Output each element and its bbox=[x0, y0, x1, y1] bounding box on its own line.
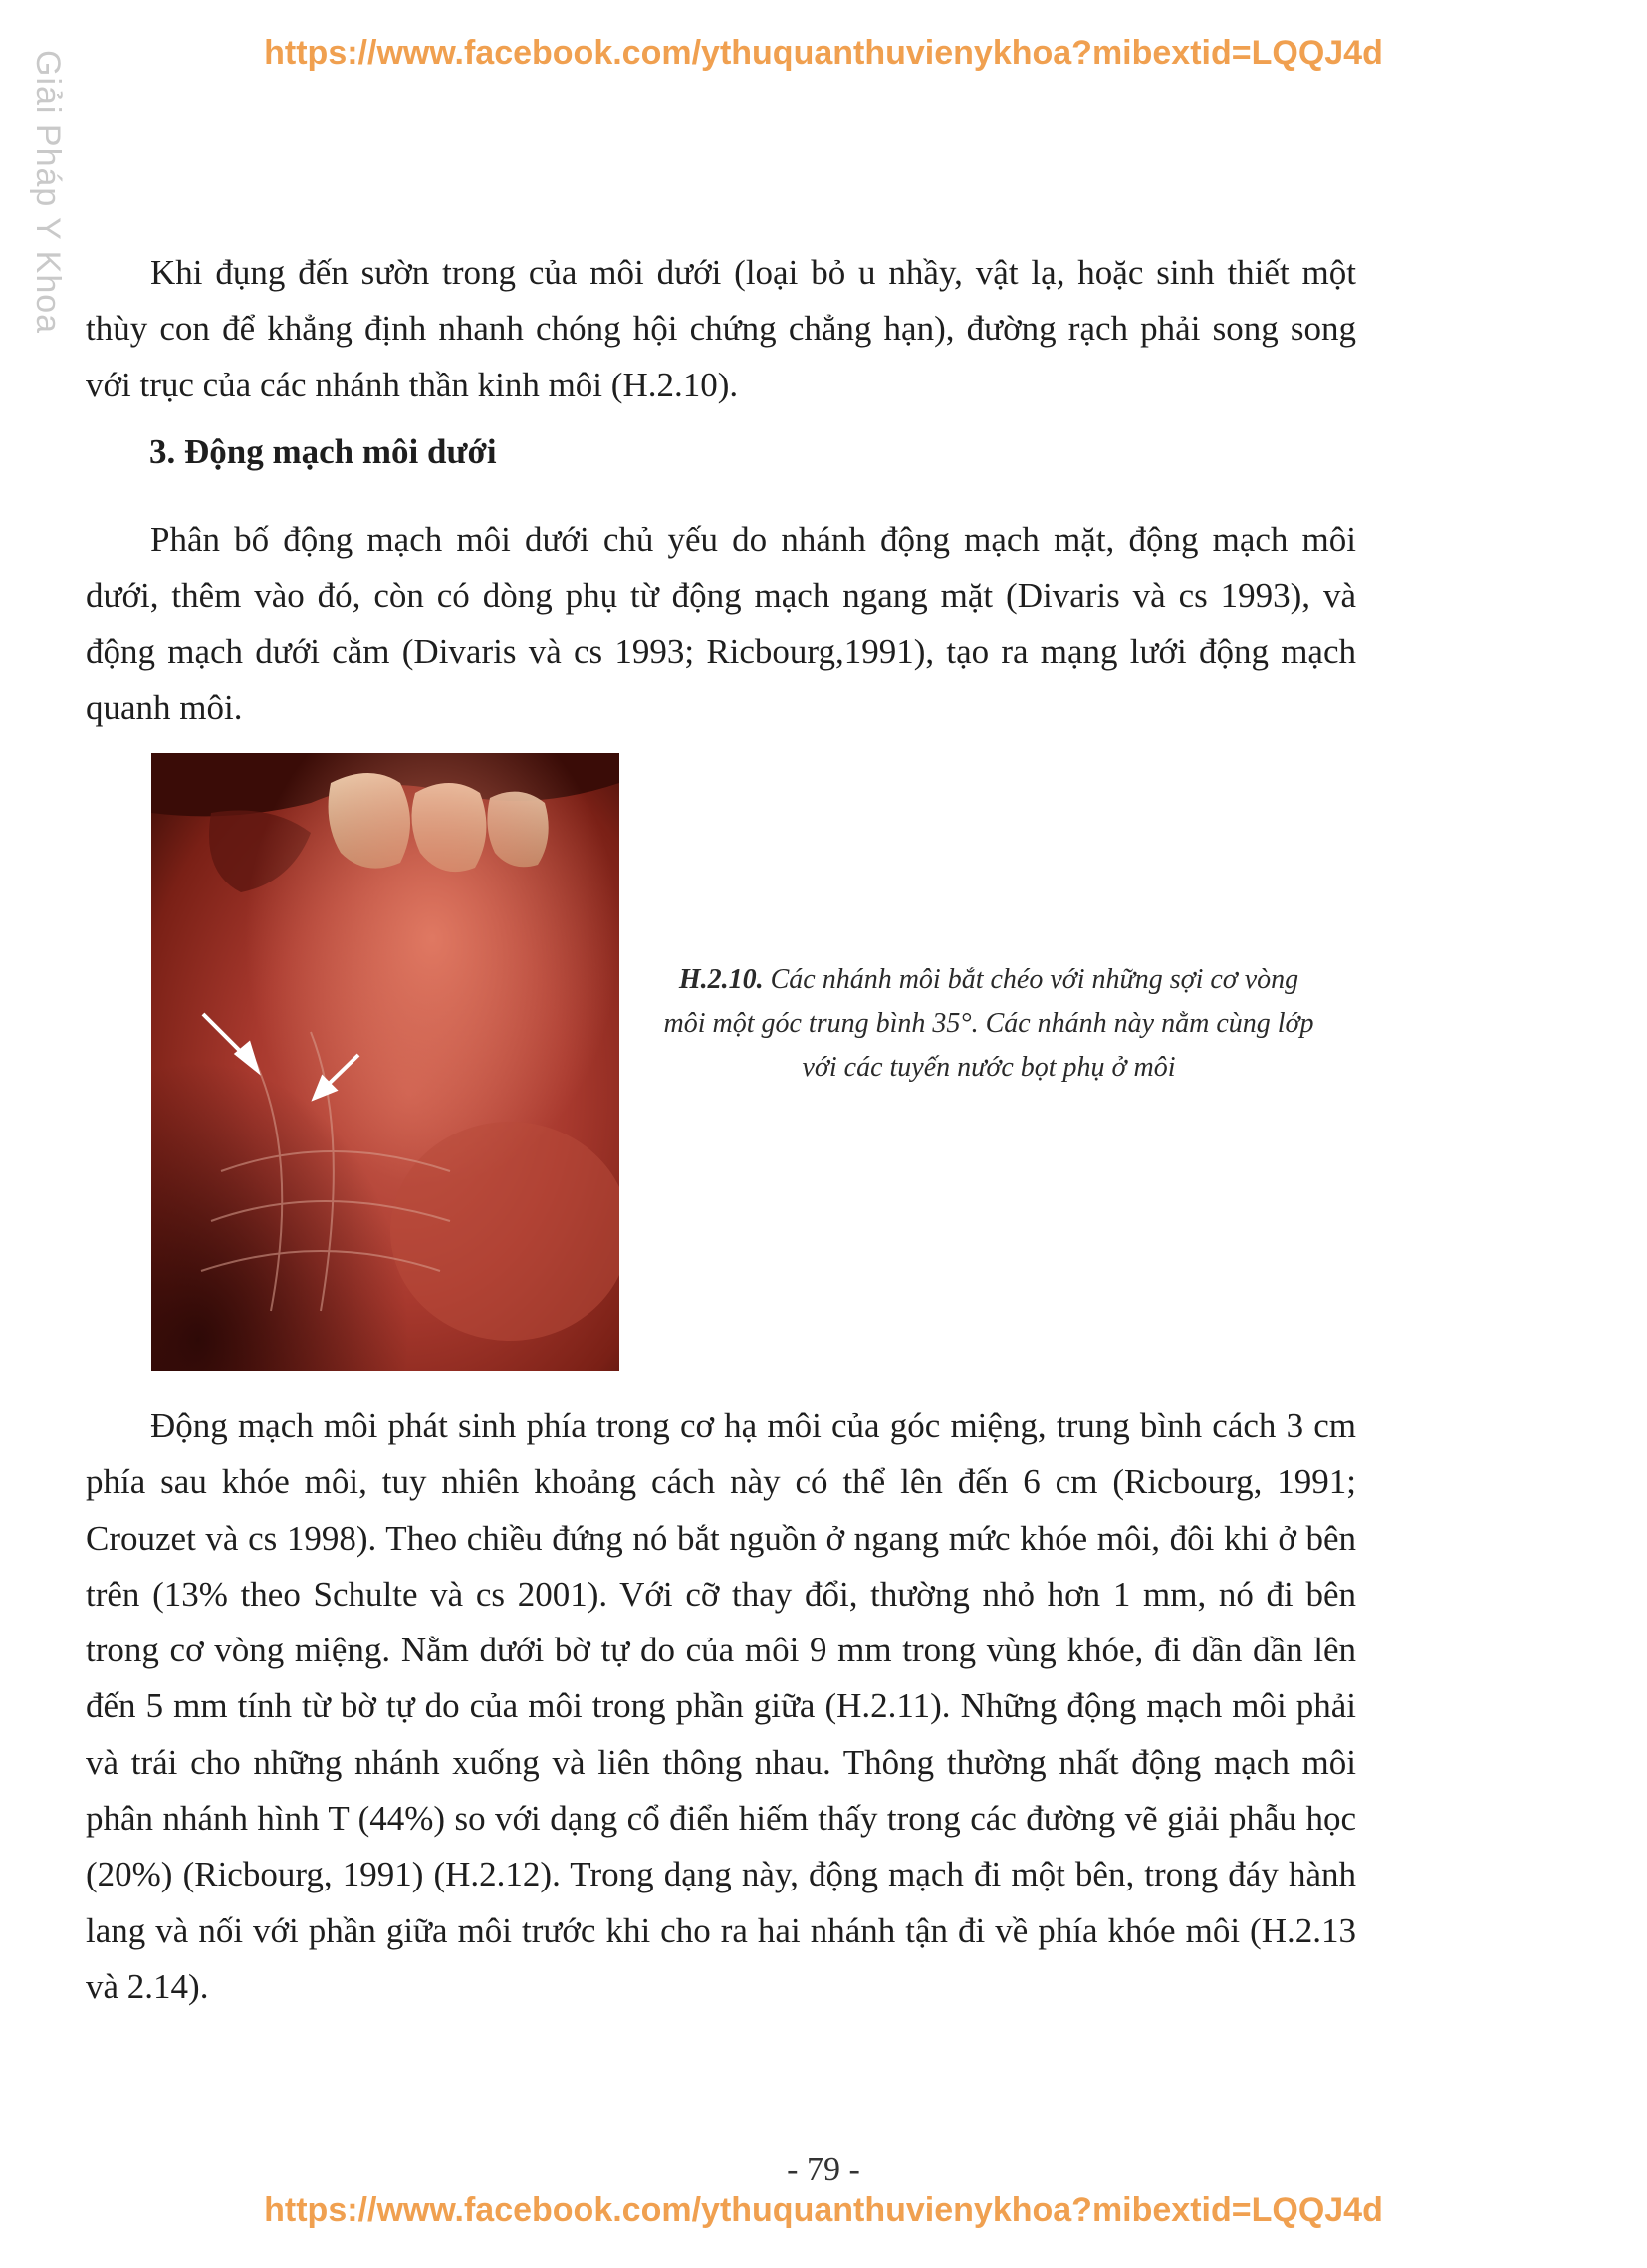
clinical-photo bbox=[151, 753, 619, 1371]
figure-caption-text: Các nhánh môi bắt chéo với những sợi cơ vòng môi một góc trung bình 35°. Các nhánh này nằm cùng lớp với các tuyến nước bọt phụ ở môi bbox=[663, 964, 1314, 1083]
header-link[interactable]: https://www.facebook.com/ythuquanthuvienykhoa?mibextid=LQQJ4d bbox=[264, 34, 1383, 72]
side-watermark: Giải Pháp Y Khoa bbox=[29, 50, 67, 335]
paragraph-3-text: Động mạch môi phát sinh phía trong cơ hạ môi của góc miệng, trung bình cách 3 cm phía sau khóe môi, tuy nhiên khoảng cách này có thể lên đến 6 cm (Ricbourg, 1991; Crouzet và cs 1998). Theo chiều đứng nó bắt nguồn ở ngang mức khóe môi, đôi khi ở bên trên (13% theo Schulte và cs 2001). Với cỡ thay đổi, thường nhỏ hơn 1 mm, nó đi bên trong cơ vòng miệng. Nằm dưới bờ tự do của môi 9 mm trong vùng khóe, đi dần dần lên đến 5 mm tính từ bờ tự do của môi trong phần giữa (H.2.11). Những động mạch môi phải và trái cho những nhánh xuống và liên thông nhau. Thông thường nhất động mạch môi phân nhánh hình T (44%) so với dạng cổ điển hiếm thấy trong các đường vẽ giải phẫu học (20%) (Ricbourg, 1991) (H.2.12). Trong dạng này, động mạch đi một bên, trong đáy hành lang và nối với phần giữa môi trước khi cho ra hai nhánh tận đi về phía khóe môi (H.2.13 và 2.14). bbox=[86, 1406, 1356, 2006]
figure-label: H.2.10. bbox=[678, 964, 764, 995]
section-heading: 3. Động mạch môi dưới bbox=[149, 432, 497, 471]
paragraph-2 bbox=[86, 512, 1356, 736]
figure-caption bbox=[663, 958, 1314, 1090]
paragraph-2-text: Phân bố động mạch môi dưới chủ yếu do nhánh động mạch mặt, động mạch môi dưới, thêm vào đó, còn có dòng phụ từ động mạch ngang mặt (Divaris và cs 1993), và động mạch dưới cằm (Divaris và cs 1993; Ricbourg,1991), tạo ra mạng lưới động mạch quanh môi. bbox=[86, 520, 1356, 727]
paragraph-3 bbox=[86, 1398, 1356, 2015]
page-number: - 79 - bbox=[787, 2151, 860, 2188]
paragraph-1 bbox=[86, 245, 1356, 413]
footer-link[interactable]: https://www.facebook.com/ythuquanthuvienykhoa?mibextid=LQQJ4d bbox=[264, 2191, 1383, 2229]
paragraph-1-text: Khi đụng đến sườn trong của môi dưới (loại bỏ u nhầy, vật lạ, hoặc sinh thiết một thùy con để khẳng định nhanh chóng hội chứng chẳng hạn), đường rạch phải song song với trục của các nhánh thần kinh môi (H.2.10). bbox=[86, 253, 1356, 404]
